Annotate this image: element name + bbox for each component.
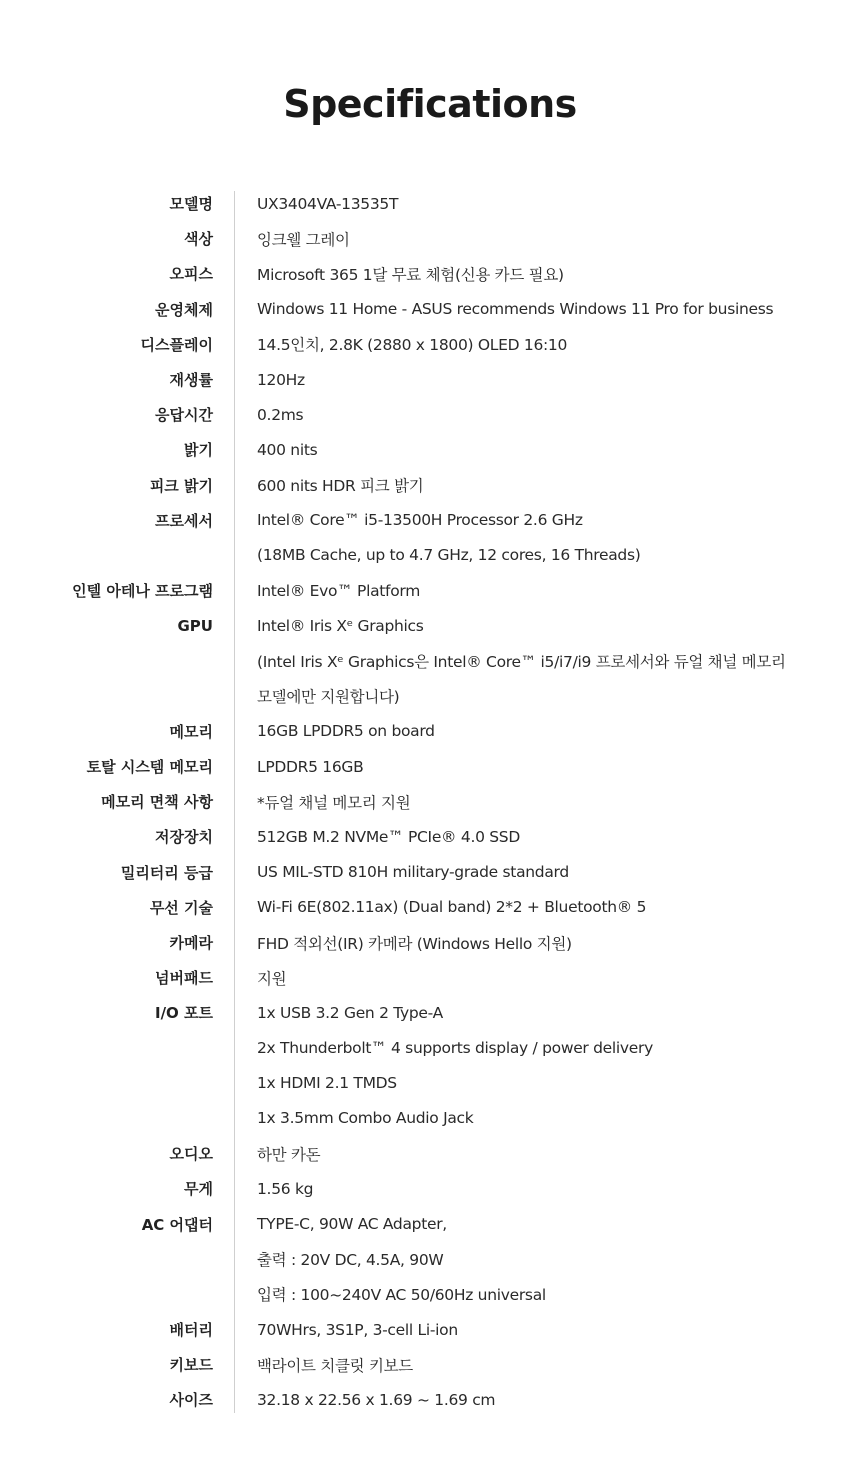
spec-row (0, 749, 860, 784)
spec-value: 512GB M.2 NVMe™ PCIe® 4.0 SSD (257, 827, 520, 846)
spec-value: 70WHrs, 3S1P, 3-cell Li-ion (257, 1320, 458, 1339)
spec-label: 키보드 (169, 1356, 213, 1375)
spec-row (0, 784, 860, 819)
spec-row (0, 1277, 860, 1312)
spec-row (0, 362, 860, 397)
spec-row (0, 714, 860, 749)
spec-label: 오디오 (169, 1145, 213, 1164)
spec-row (0, 1347, 860, 1382)
spec-value: 모델에만 지원합니다) (257, 688, 400, 707)
spec-label: 모델명 (169, 195, 213, 214)
spec-value: 120Hz (257, 370, 305, 389)
spec-value: 지원 (257, 969, 287, 988)
spec-row (0, 256, 860, 291)
spec-value: *듀얼 채널 메모리 지원 (257, 793, 411, 812)
spec-value: (Intel Iris Xᵉ Graphics은 Intel® Core™ i5/i7/i9 프로세서와 듀얼 채널 메모리 (257, 653, 786, 672)
spec-label: 디스플레이 (140, 335, 213, 354)
spec-value: FHD 적외선(IR) 카메라 (Windows Hello 지원) (257, 934, 572, 953)
spec-row (0, 1382, 860, 1417)
spec-value: 32.18 x 22.56 x 1.69 ~ 1.69 cm (257, 1390, 496, 1409)
spec-row (0, 643, 860, 678)
spec-value: 600 nits HDR 피크 밝기 (257, 477, 424, 496)
spec-value: (18MB Cache, up to 4.7 GHz, 12 cores, 16 Threads) (257, 546, 641, 565)
spec-value: 출력 : 20V DC, 4.5A, 90W (257, 1251, 444, 1270)
spec-value: 1.56 kg (257, 1179, 314, 1198)
spec-value: 하만 카돈 (257, 1145, 321, 1164)
spec-row (0, 327, 860, 362)
spec-label: AC 어댑터 (141, 1215, 213, 1234)
spec-value: US MIL-STD 810H military-grade standard (257, 863, 569, 882)
spec-value: Microsoft 365 1달 무료 체험(신용 카드 필요) (257, 265, 564, 284)
spec-label: 밝기 (184, 441, 213, 460)
spec-label: 카메라 (169, 934, 213, 953)
spec-value: 2x Thunderbolt™ 4 supports display / power delivery (257, 1039, 653, 1058)
spec-label: 재생률 (169, 371, 213, 390)
spec-row (0, 1101, 860, 1136)
spec-row (0, 1312, 860, 1347)
spec-row (0, 468, 860, 503)
spec-row (0, 1136, 860, 1171)
spec-table (0, 186, 860, 1418)
spec-label: 사이즈 (169, 1391, 213, 1410)
spec-row (0, 397, 860, 432)
spec-value: 입력 : 100~240V AC 50/60Hz universal (257, 1286, 546, 1305)
spec-label: GPU (177, 616, 213, 635)
spec-value: 14.5인치, 2.8K (2880 x 1800) OLED 16:10 (257, 336, 568, 355)
spec-value: UX3404VA-13535T (257, 194, 399, 213)
spec-row (0, 925, 860, 960)
spec-label: 무선 기술 (149, 898, 213, 917)
spec-value: TYPE-C, 90W AC Adapter, (257, 1215, 447, 1234)
spec-value: 16GB LPDDR5 on board (257, 722, 435, 741)
spec-row (0, 608, 860, 643)
spec-value: 잉크웰 그레이 (257, 230, 350, 249)
spec-label: 저장장치 (155, 828, 213, 847)
spec-label: 토탈 시스템 메모리 (86, 758, 213, 777)
spec-value: Intel® Iris Xᵉ Graphics (257, 616, 424, 635)
spec-row (0, 995, 860, 1030)
spec-row (0, 503, 860, 538)
spec-row (0, 679, 860, 714)
spec-value: LPDDR5 16GB (257, 757, 364, 776)
spec-label: 메모리 면책 사항 (101, 793, 213, 812)
spec-row (0, 186, 860, 221)
spec-label: 넘버패드 (155, 969, 213, 988)
page-title: Specifications (283, 82, 577, 126)
spec-value: 1x 3.5mm Combo Audio Jack (257, 1109, 474, 1128)
spec-row (0, 890, 860, 925)
spec-row (0, 1066, 860, 1101)
spec-row (0, 292, 860, 327)
spec-row (0, 1171, 860, 1206)
spec-value: 1x HDMI 2.1 TMDS (257, 1074, 397, 1093)
spec-label: 무게 (184, 1180, 213, 1199)
spec-row (0, 819, 860, 854)
spec-value: Intel® Evo™ Platform (257, 581, 420, 600)
spec-label: 응답시간 (155, 406, 213, 425)
spec-label: 운영체제 (155, 300, 213, 319)
spec-value: 0.2ms (257, 405, 304, 424)
spec-label: 오피스 (169, 265, 213, 284)
spec-value: 백라이트 치클릿 키보드 (257, 1356, 413, 1375)
spec-value: Wi-Fi 6E(802.11ax) (Dual band) 2*2 + Bluetooth® 5 (257, 898, 647, 917)
spec-row (0, 432, 860, 467)
spec-row (0, 573, 860, 608)
spec-label: 인텔 아테나 프로그램 (72, 582, 213, 601)
spec-row (0, 1206, 860, 1241)
spec-label: I/O 포트 (154, 1004, 213, 1023)
spec-value: 400 nits (257, 440, 318, 459)
spec-value: 1x USB 3.2 Gen 2 Type-A (257, 1003, 443, 1022)
spec-row (0, 855, 860, 890)
spec-label: 메모리 (169, 722, 213, 741)
spec-label: 프로세서 (155, 511, 213, 530)
spec-value: Intel® Core™ i5-13500H Processor 2.6 GHz (257, 511, 583, 530)
spec-row (0, 221, 860, 256)
spec-label: 색상 (184, 230, 213, 249)
spec-label: 배터리 (169, 1321, 213, 1340)
spec-row (0, 1031, 860, 1066)
spec-label: 밀리터리 등급 (120, 863, 213, 882)
spec-value: Windows 11 Home - ASUS recommends Windows 11 Pro for business (257, 300, 774, 319)
spec-label: 피크 밝기 (149, 476, 213, 495)
spec-row (0, 538, 860, 573)
spec-row (0, 1242, 860, 1277)
spec-row (0, 960, 860, 995)
